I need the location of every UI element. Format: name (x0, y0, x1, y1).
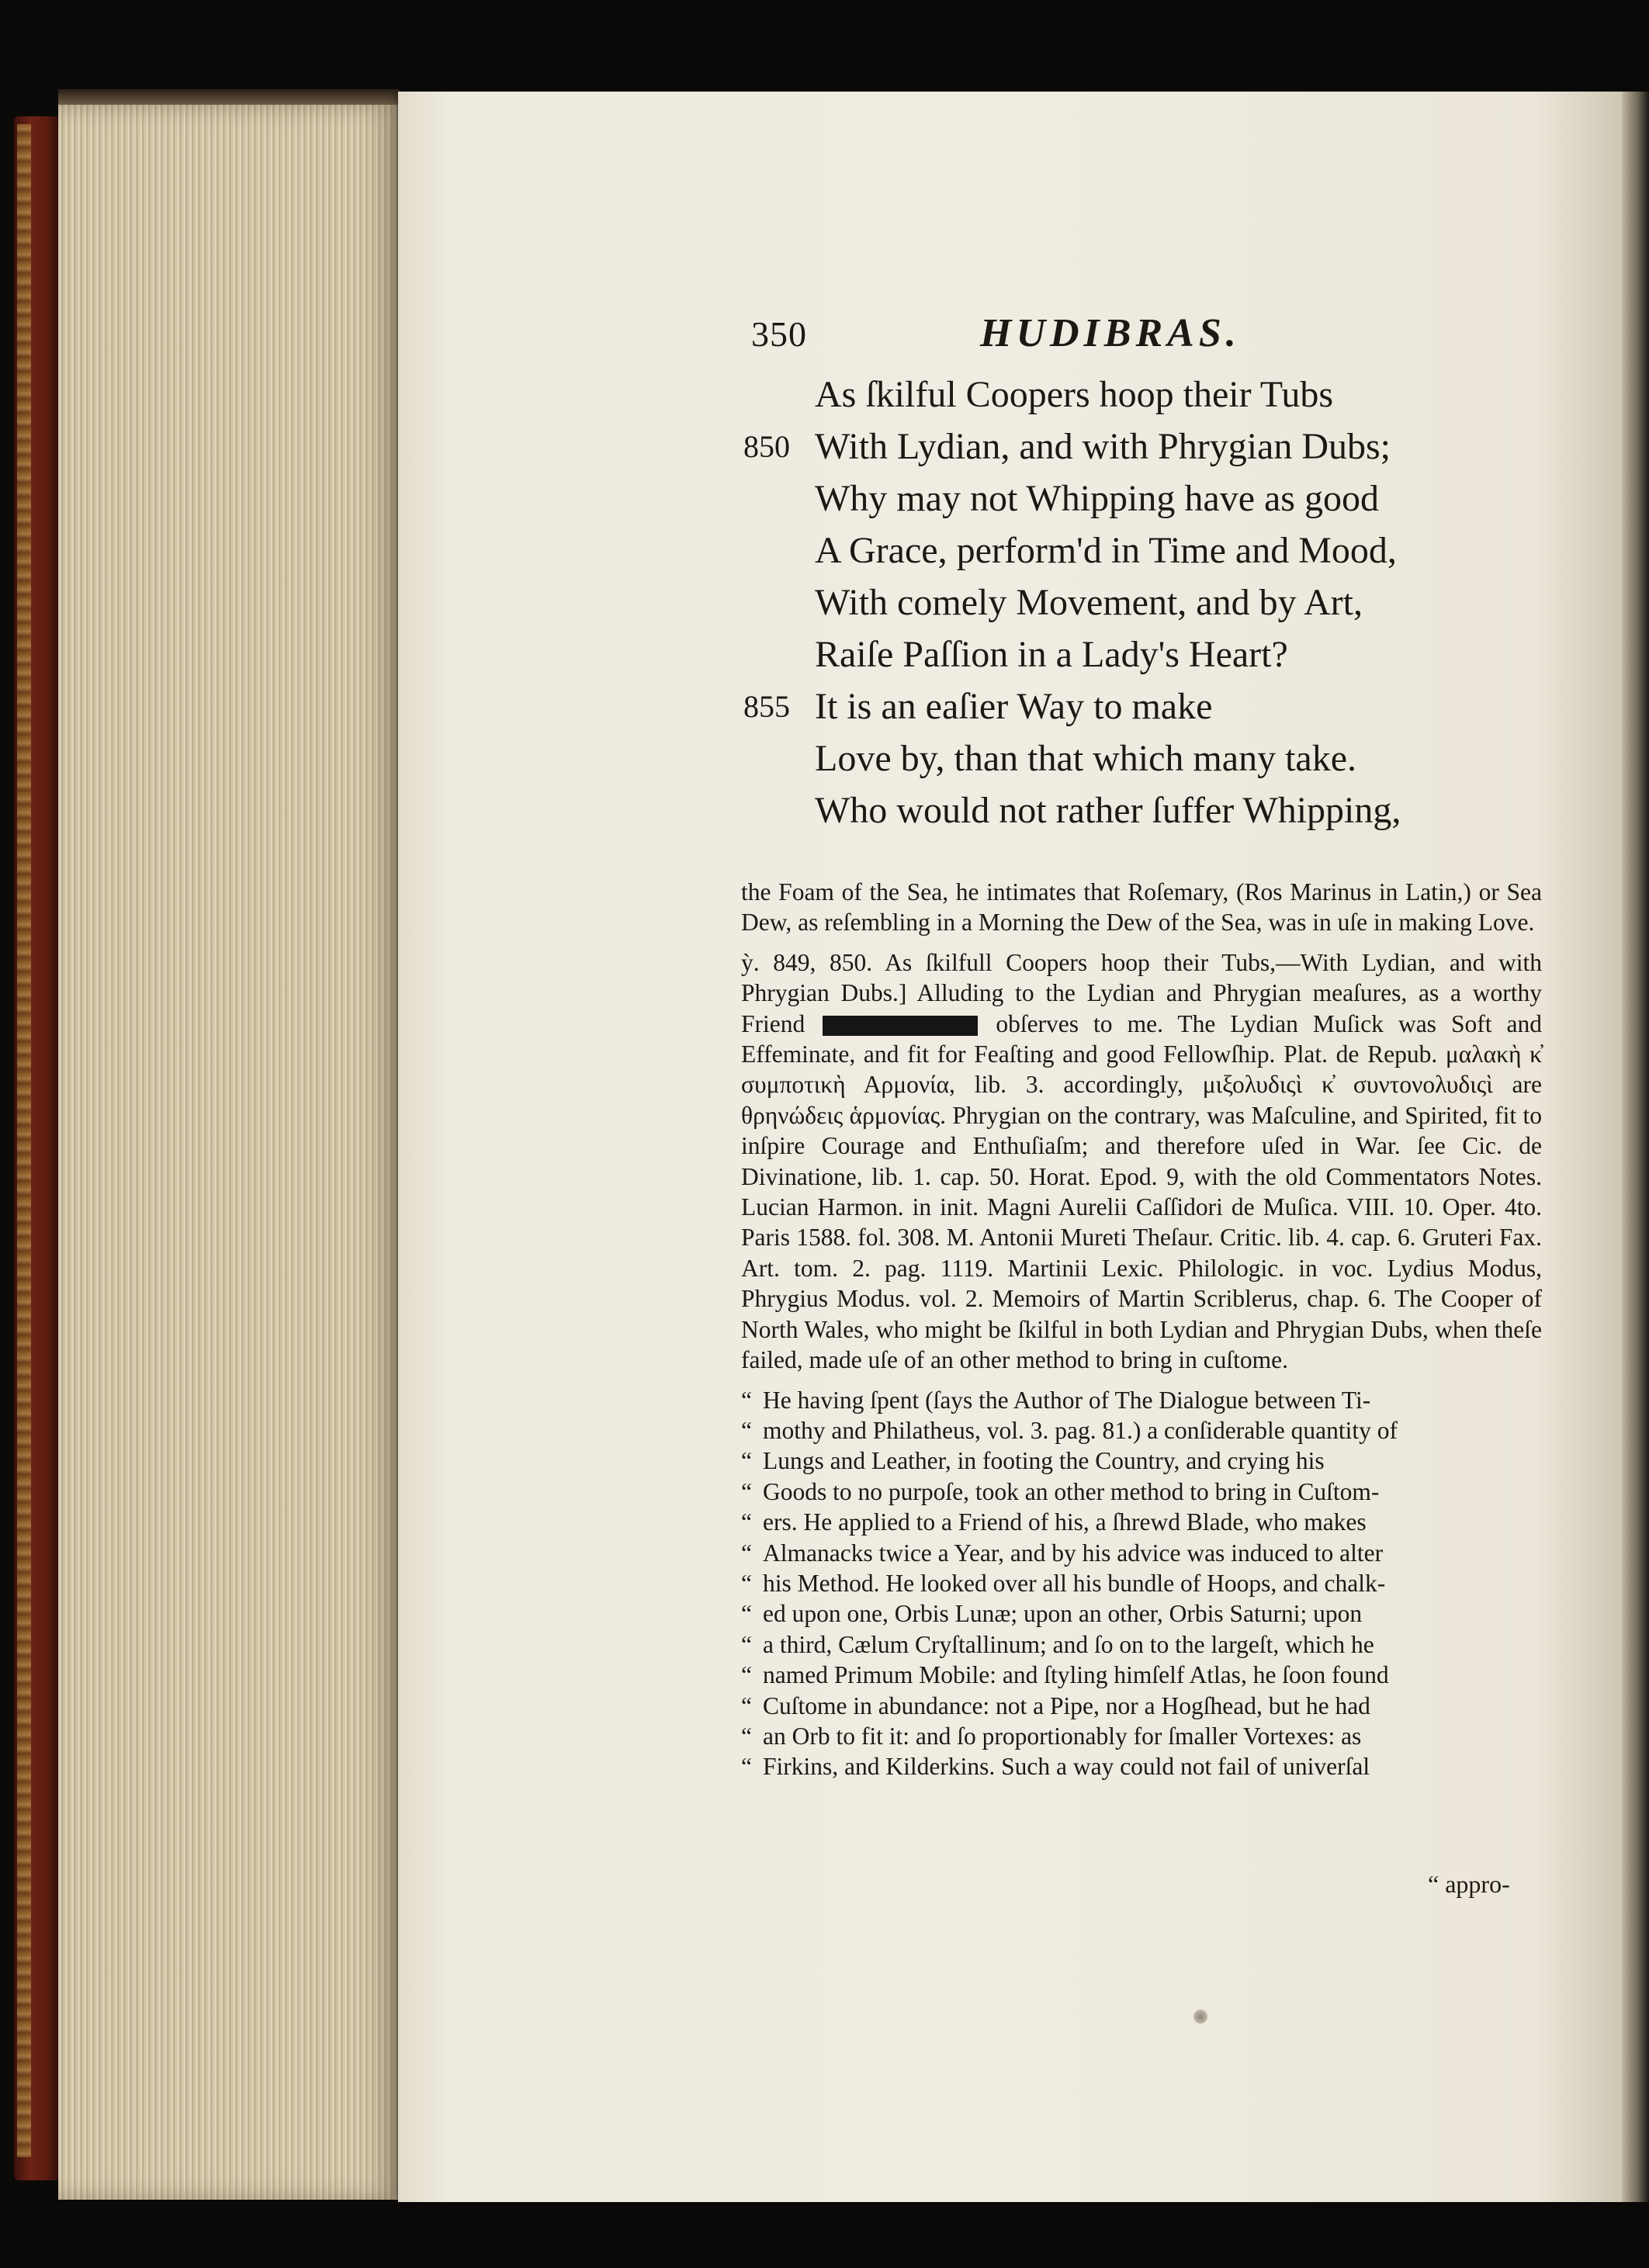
quote-line (741, 1538, 1542, 1568)
quote-text: an Orb to fit it: and ſo proportionably for ſmaller Vortexes: as (763, 1722, 1362, 1750)
verse-text: With Lydian, and with Phrygian Dubs; (815, 426, 1391, 467)
running-title: HUDIBRAS. (980, 311, 1241, 355)
quote-text: He having ſpent (ſays the Author of The Dialogue between Ti- (763, 1386, 1371, 1414)
quote-line (741, 1598, 1542, 1629)
quote-line (741, 1691, 1542, 1721)
quote-text: Almanacks twice a Year, and by his advice was induced to alter (763, 1539, 1384, 1567)
verse-text: It is an eaſier Way to make (815, 686, 1213, 727)
verse-line (743, 784, 1535, 836)
line-number: 855 (743, 689, 790, 724)
note-text: ỳ. 849, 850. As ſkilfull Coopers hoop their Tubs,—With Lydian, and with Phrygian Dubs.] Alluding to the Lydian and Phrygian meaſures, as a worthy Friend (741, 948, 1542, 1037)
quote-line (741, 1629, 1542, 1660)
quotation-block (741, 1385, 1542, 1782)
quote-text: his Method. He looked over all his bundle of Hoops, and chalk- (763, 1569, 1386, 1597)
quote-mark: “ (741, 1508, 752, 1536)
verse-text: Who would not rather ſuffer Whipping, (815, 790, 1401, 831)
note-paragraph (741, 947, 1542, 1376)
quote-text: ers. He applied to a Friend of his, a ſhrewd Blade, who makes (763, 1508, 1367, 1536)
quote-text: Cuſtome in abundance: not a Pipe, nor a Hogſhead, but he had (763, 1691, 1370, 1719)
verse-line (743, 369, 1535, 421)
quote-mark: “ (741, 1661, 752, 1689)
quote-mark: “ (741, 1416, 752, 1444)
line-number: 850 (743, 429, 790, 464)
quote-mark: “ (741, 1477, 752, 1505)
quote-line (741, 1385, 1542, 1415)
quote-line (741, 1507, 1542, 1537)
verse-text: A Grace, perform'd in Time and Mood, (815, 530, 1397, 571)
quote-line (741, 1446, 1542, 1476)
page-number: 350 (751, 314, 807, 354)
verse-text: Love by, than that which many take. (815, 738, 1357, 779)
quote-mark: “ (741, 1691, 752, 1719)
quote-line (741, 1721, 1542, 1751)
quote-text: mothy and Philatheus, vol. 3. pag. 81.) a conſiderable quantity of (763, 1416, 1398, 1444)
verse-block (743, 369, 1535, 836)
quote-mark: “ (741, 1753, 752, 1781)
quote-line (741, 1568, 1542, 1598)
quote-mark: “ (741, 1447, 752, 1475)
quote-text: a third, Cælum Cryſtallinum; and ſo on to the largeſt, which he (763, 1630, 1374, 1658)
verse-text: Why may not Whipping have as good (815, 478, 1379, 519)
verse-text: Raiſe Paſſion in a Lady's Heart? (815, 634, 1288, 675)
verse-line (743, 421, 1535, 473)
verse-text: With comely Movement, and by Art, (815, 582, 1363, 623)
quote-line (741, 1415, 1542, 1446)
quote-mark: “ (741, 1600, 752, 1628)
quote-line (741, 1751, 1542, 1782)
quote-text: Firkins, and Kilderkins. Such a way could not fail of univerſal (763, 1753, 1370, 1781)
quote-mark: “ (741, 1722, 752, 1750)
redaction-mark (823, 1016, 978, 1036)
verse-line (743, 732, 1535, 784)
quote-line (741, 1477, 1542, 1507)
page-gutter-shadow (1622, 92, 1649, 2202)
verse-text: As ſkilful Coopers hoop their Tubs (815, 374, 1334, 415)
verse-line (743, 525, 1535, 577)
note-text: obſerves to me. The Lydian Muſick was Soft and Effeminate, and fit for Feaſting and good Fellowſhip. Plat. de Repub. μαλακὴ κ̓ συμποτικὴ Αρμονία, lib. 3. accordingly, μιξολυδιςὶ κ̓ συντονολυδιςὶ are θρηνώδεις ἁρμονίας. Phrygian on the contrary, was Maſculine, and Spirited, fit to inſpire Courage and Enthuſiaſm; and therefore uſed in War. ſee Cic. de Divinatione, lib. 1. cap. 50. Horat. Epod. 9, with the old Commentators Notes. Lucian Harmon. in init. Magni Aurelii Caſſidori de Muſica. VIII. 10. Oper. 4to. Paris 1588. fol. 308. M. Antonii Mureti Theſaur. Critic. lib. 4. cap. 6. Gruteri Fax. Art. tom. 2. pag. 1119. Martinii Lexic. Philologic. in voc. Lydius Modus, Phrygius Modus. vol. 2. Memoirs of Martin Scriblerus, chap. 6. The Cooper of North Wales, who might be ſkilful in both Lydian and Phrygian Dubs, when theſe failed, made uſe of an other method to bring in cuſtome. (741, 1009, 1542, 1374)
quote-mark: “ (741, 1569, 752, 1597)
gilt-edge-ornament (17, 124, 31, 2157)
page-header (751, 310, 1325, 365)
paper-stain (1193, 2010, 1207, 2024)
quote-text: Lungs and Leather, in footing the Country, and crying his (763, 1447, 1325, 1475)
verse-line (743, 628, 1535, 680)
quote-text: Goods to no purpoſe, took an other method to bring in Cuſtom- (763, 1477, 1380, 1505)
verse-line (743, 473, 1535, 525)
quote-mark: “ (741, 1539, 752, 1567)
page-block-edges (58, 105, 400, 2200)
quote-line (741, 1660, 1542, 1690)
quote-text: named Primum Mobile: and ſtyling himſelf Atlas, he ſoon found (763, 1661, 1389, 1689)
verse-line (743, 680, 1535, 732)
quote-mark: “ (741, 1386, 752, 1414)
quote-text: ed upon one, Orbis Lunæ; upon an other, Orbis Saturni; upon (763, 1600, 1363, 1628)
footnotes (741, 877, 1542, 1782)
verse-line (743, 577, 1535, 628)
quote-mark: “ (741, 1630, 752, 1658)
catchword: “ appro- (1428, 1870, 1510, 1898)
note-paragraph: the Foam of the Sea, he intimates that Roſemary, (Ros Marinus in Latin,) or Sea Dew, as reſembling in a Morning the Dew of the Sea, was in uſe in making Love. (741, 878, 1542, 937)
